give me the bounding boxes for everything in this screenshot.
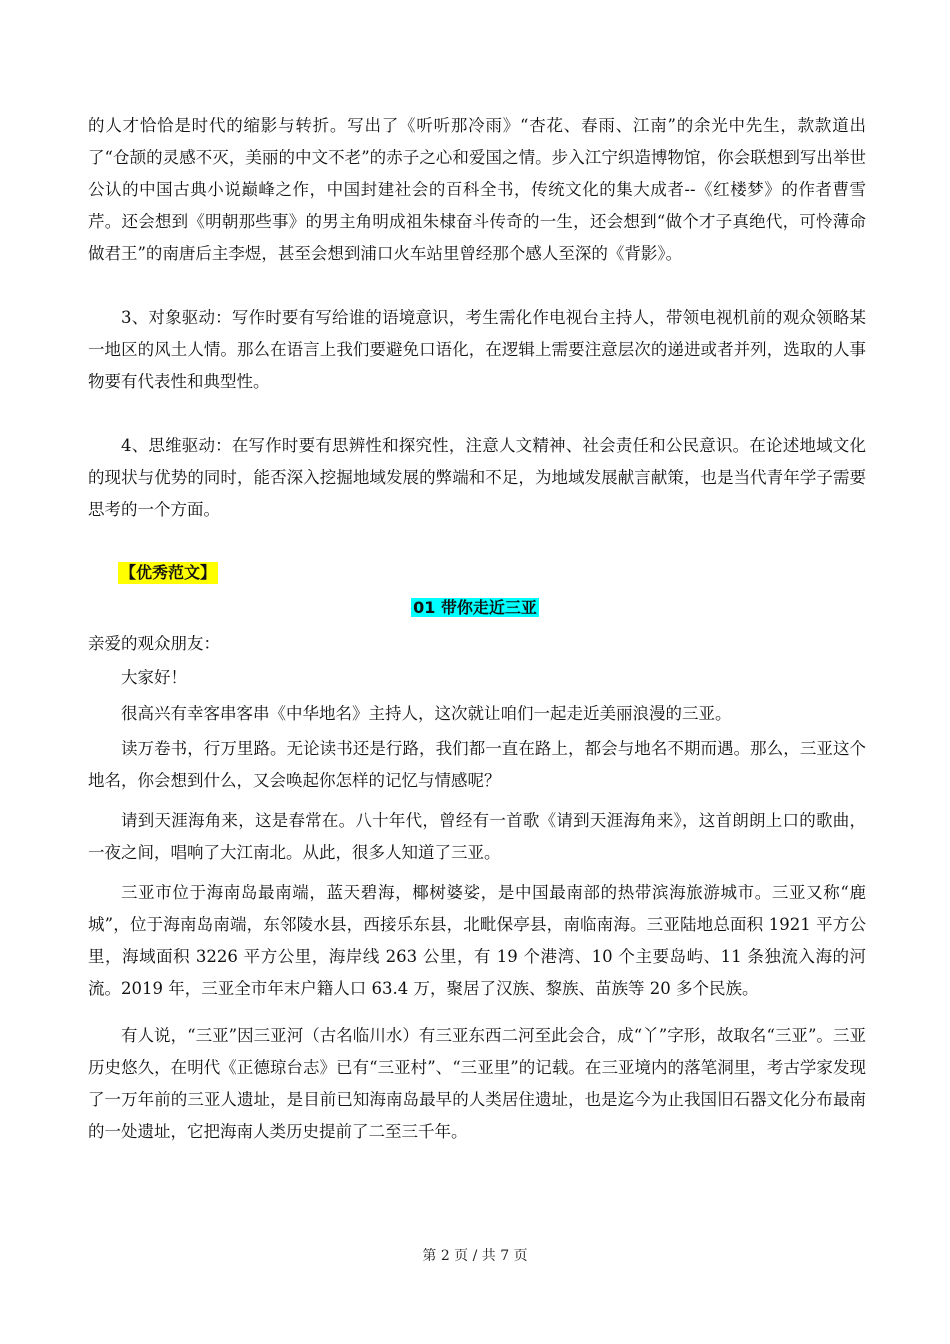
essay-paragraph-5: 有人说，“三亚”因三亚河（古名临川水）有三亚东西二河至此会合，成“丫”字形，故取名“三亚”。三亚历史悠久，在明代《正德琼台志》已有“三亚村”、“三亚里”的记载。在三亚境内的落笔洞里，考古学家发现了一万年前的三亚人遗址，是目前已知海南岛最早的人类居住遗址，也是迄今为止我国旧石器文化分布最南的一处遗址，它把海南人类历史提前了二至三千年。 <box>88 1026 866 1141</box>
paragraph-object-driven: 3、对象驱动：写作时要有写给谁的语境意识，考生需化作电视台主持人，带领电视机前的观众领略某一地区的风土人情。那么在语言上我们要避免口语化，在逻辑上需要注意层次的递进或者并列，选取的人事物要有代表性和典型性。 <box>88 308 866 391</box>
paragraph-thinking-driven: 4、思维驱动：在写作时要有思辨性和探究性，注意人文精神、社会责任和公民意识。在论述地域文化的现状与优势的同时，能否深入挖掘地域发展的弊端和不足，为地域发展献言献策，也是当代青年学子需要思考的一个方面。 <box>88 436 866 519</box>
essay-greeting: 大家好！ <box>121 668 187 687</box>
essay-paragraph-3: 请到天涯海角来，这是春常在。八十年代，曾经有一首歌《请到天涯海角来》，这首朗朗上口的歌曲，一夜之间，唱响了大江南北。从此，很多人知道了三亚。 <box>88 811 866 862</box>
essay-title <box>0 597 950 619</box>
essay-paragraph-1: 很高兴有幸客串客串《中华地名》主持人，这次就让咱们一起走近美丽浪漫的三亚。 <box>121 704 732 723</box>
essay-paragraph-2: 读万卷书，行万里路。无论读书还是行路，我们都一直在路上，都会与地名不期而遇。那么，三亚这个地名，你会想到什么，又会唤起你怎样的记忆与情感呢？ <box>88 739 866 790</box>
essay-title-text: 01 带你走近三亚 <box>413 598 537 617</box>
essay-paragraph-4: 三亚市位于海南岛最南端，蓝天碧海，椰树婆娑，是中国最南部的热带滨海旅游城市。三亚又称“鹿城”，位于海南岛南端，东邻陵水县，西接乐东县，北毗保亭县，南临南海。三亚陆地总面积 1921 平方公里，海域面积 3226 平方公里，海岸线 263 公里，有 19 个港湾、10 个主要岛屿、11 条独流入海的河流。2019 年，三亚全市年末户籍人口 63.4 万，聚居了汉族、黎族、苗族等 20 多个民族。 <box>88 883 866 998</box>
essay-salutation: 亲爱的观众朋友： <box>88 634 220 653</box>
paragraph-intro-continued: 的人才恰恰是时代的缩影与转折。写出了《听听那冷雨》“杏花、春雨、江南”的余光中先生，款款道出了“仓颉的灵感不灭，美丽的中文不老”的赤子之心和爱国之情。步入江宁织造博物馆，你会联想到写出举世公认的中国古典小说巅峰之作，中国封建社会的百科全书，传统文化的集大成者--《红楼梦》的作者曹雪芹。还会想到《明朝那些事》的男主角明成祖朱棣奋斗传奇的一生，还会想到“做个才子真绝代，可怜薄命做君王”的南唐后主李煜，甚至会想到浦口火车站里曾经那个感人至深的《背影》。 <box>88 116 866 263</box>
page-footer: 第 2 页 / 共 7 页 <box>422 1248 528 1264</box>
section-tag-excellent-essay: 【优秀范文】 <box>120 563 217 582</box>
